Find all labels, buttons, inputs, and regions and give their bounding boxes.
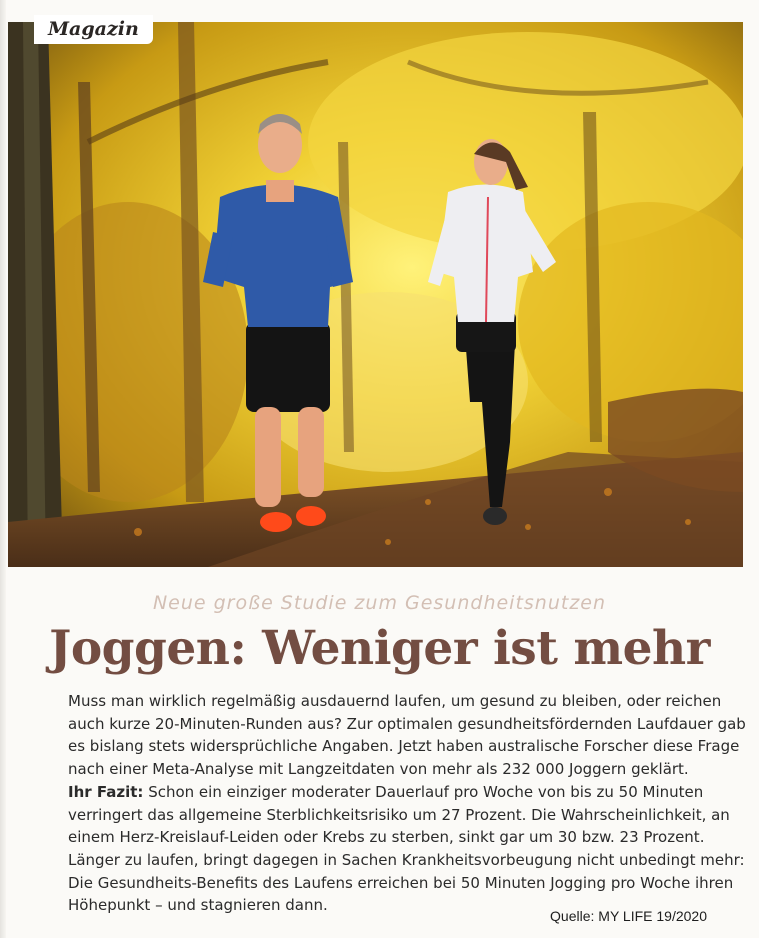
section-tag: Magazin (34, 15, 153, 44)
hero-photo (8, 22, 743, 567)
article-conclusion (68, 781, 748, 917)
article-intro: Muss man wirklich regelmäßig ausdauernd laufen, um gesund zu bleiben, oder reichen auch kurze 20-Minuten-Runden aus? Zur optimalen gesundheitsfördernden Laufdauer gab es bislang stets widersprüchliche Angaben. Jetzt haben australische Forscher diese Frage nach einer Meta-Analyse mit Langzeitdaten von mehr als 232 000 Joggern geklärt. (68, 692, 746, 779)
conclusion-label: Ihr Fazit: (68, 782, 144, 801)
article-headline: Joggen: Weniger ist mehr (49, 621, 710, 676)
source-credit: Quelle: MY LIFE 19/2020 (550, 908, 707, 924)
conclusion-text: Schon ein einziger moderater Dauerlauf pro Woche von bis zu 50 Minuten verringert das allgemeine Sterblichkeitsrisiko um 27 Prozent. Die Wahrscheinlichkeit, an einem Herz-Kreislauf-Leiden oder Krebs zu sterben, sinkt gar um 30 bzw. 23 Prozent. Länger zu laufen, bringt dagegen in Sachen Krankheitsvorbeugung nicht unbedingt mehr: Die Gesundheits-Benefits des Laufens erreichen bei 50 Minuten Jogging pro Woche ihren Höhepunkt – und stagnieren dann. (68, 782, 745, 915)
page-edge (0, 0, 6, 938)
article-kicker: Neue große Studie zum Gesundheitsnutzen (152, 592, 607, 614)
article-body (68, 690, 748, 917)
